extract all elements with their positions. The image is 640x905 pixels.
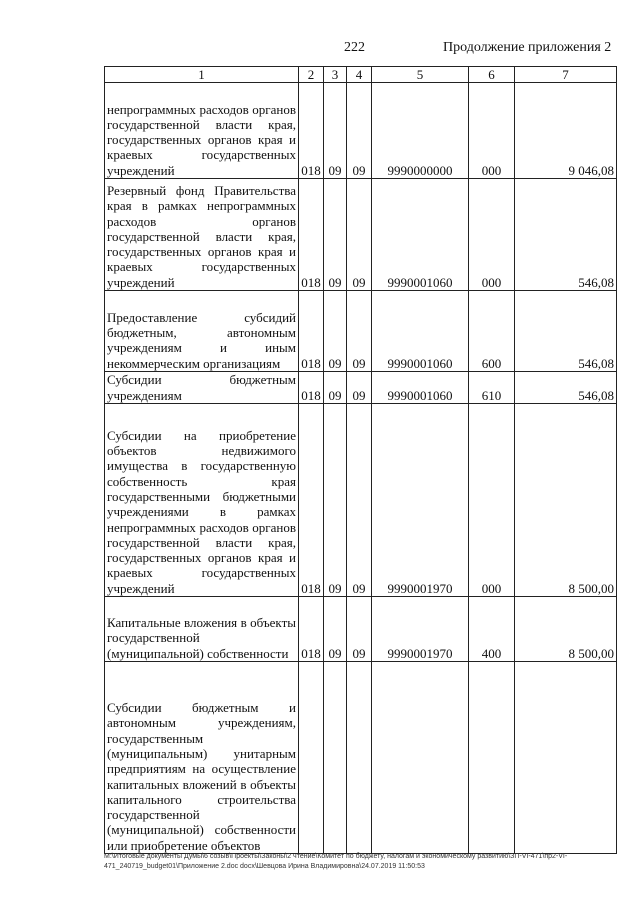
cell-code-3: 09 [324, 291, 347, 372]
cell-code-6: 000 [469, 404, 515, 597]
column-header: 4 [347, 67, 372, 83]
cell-amount: 546,08 [515, 179, 617, 291]
cell-code-2: 018 [299, 83, 324, 179]
column-header: 1 [105, 67, 299, 83]
column-header: 7 [515, 67, 617, 83]
column-header: 2 [299, 67, 324, 83]
cell-code-3: 09 [324, 597, 347, 662]
cell-code-2: 018 [299, 597, 324, 662]
row-name: Резервный фонд Правительства края в рамках непрограммных расходов органов государственной власти края, государственных органов края и краевых государственных учреждений [105, 179, 299, 291]
cell-code-4 [347, 662, 372, 854]
cell-amount: 8 500,00 [515, 404, 617, 597]
table-row [105, 83, 617, 179]
cell-code-2: 018 [299, 372, 324, 404]
table-row [105, 372, 617, 404]
cell-amount [515, 662, 617, 854]
table-row [105, 179, 617, 291]
cell-code-4: 09 [347, 404, 372, 597]
cell-code-5: 9990001970 [372, 597, 469, 662]
row-name: Субсидии на приобретение объектов недвижимого имущества в государственную собственность края государственными бюджетными учреждениями в рамках непрограммных расходов органов государственной власти края, государственных органов края и краевых государственных учреждений [105, 404, 299, 597]
cell-amount: 9 046,08 [515, 83, 617, 179]
cell-code-4: 09 [347, 291, 372, 372]
cell-code-3: 09 [324, 179, 347, 291]
cell-code-2: 018 [299, 179, 324, 291]
cell-code-3: 09 [324, 404, 347, 597]
cell-code-2: 018 [299, 404, 324, 597]
cell-code-6: 000 [469, 179, 515, 291]
header-row [105, 67, 617, 83]
cell-amount: 546,08 [515, 291, 617, 372]
cell-code-5: 9990001060 [372, 372, 469, 404]
cell-code-5 [372, 662, 469, 854]
cell-code-6: 610 [469, 372, 515, 404]
cell-code-4: 09 [347, 372, 372, 404]
cell-code-6 [469, 662, 515, 854]
page-number: 222 [344, 40, 365, 55]
table-row [105, 597, 617, 662]
cell-code-6: 000 [469, 83, 515, 179]
cell-code-5: 9990000000 [372, 83, 469, 179]
cell-code-5: 9990001060 [372, 179, 469, 291]
column-header: 6 [469, 67, 515, 83]
budget-table [104, 66, 617, 854]
table-row [105, 291, 617, 372]
row-name: Предоставление субсидий бюджетным, автономным учреждениям и иным некоммерческим организациям [105, 291, 299, 372]
table-row [105, 404, 617, 597]
row-name: Капитальные вложения в объекты государственной (муниципальной) собственности [105, 597, 299, 662]
cell-code-5: 9990001060 [372, 291, 469, 372]
row-name: Субсидии бюджетным учреждениям [105, 372, 299, 404]
row-name: Субсидии бюджетным и автономным учреждениям, государственным (муниципальным) унитарным предприятиям на осуществление капитальных вложений в объекты капитального строительства государственной (муниципальной) собственности или приобретение объектов [105, 662, 299, 854]
cell-amount: 8 500,00 [515, 597, 617, 662]
column-header: 5 [372, 67, 469, 83]
cell-code-3 [324, 662, 347, 854]
column-header: 3 [324, 67, 347, 83]
cell-code-4: 09 [347, 597, 372, 662]
cell-code-4: 09 [347, 83, 372, 179]
row-name: непрограммных расходов органов государственной власти края, государственных органов края и краевых государственных учреждений [105, 83, 299, 179]
cell-code-6: 600 [469, 291, 515, 372]
document-path-footer: М:\Итоговые документы Думы\6 созыв\Проекты\Законы\2 чтение\Комитет по бюджету, налогам и экономическому развитию\ЗП-VI-471\пр2-VI-471_240719_budget01\Приложение 2.doc docx\Шевцова Ирина Владимировна\24.07.2019 11:50:53 [104, 853, 568, 870]
continuation-label: Продолжение приложения 2 [443, 40, 612, 55]
cell-code-2: 018 [299, 291, 324, 372]
cell-code-3: 09 [324, 372, 347, 404]
cell-code-2 [299, 662, 324, 854]
cell-code-3: 09 [324, 83, 347, 179]
cell-code-5: 9990001970 [372, 404, 469, 597]
cell-code-4: 09 [347, 179, 372, 291]
cell-amount: 546,08 [515, 372, 617, 404]
table-row [105, 662, 617, 854]
cell-code-6: 400 [469, 597, 515, 662]
